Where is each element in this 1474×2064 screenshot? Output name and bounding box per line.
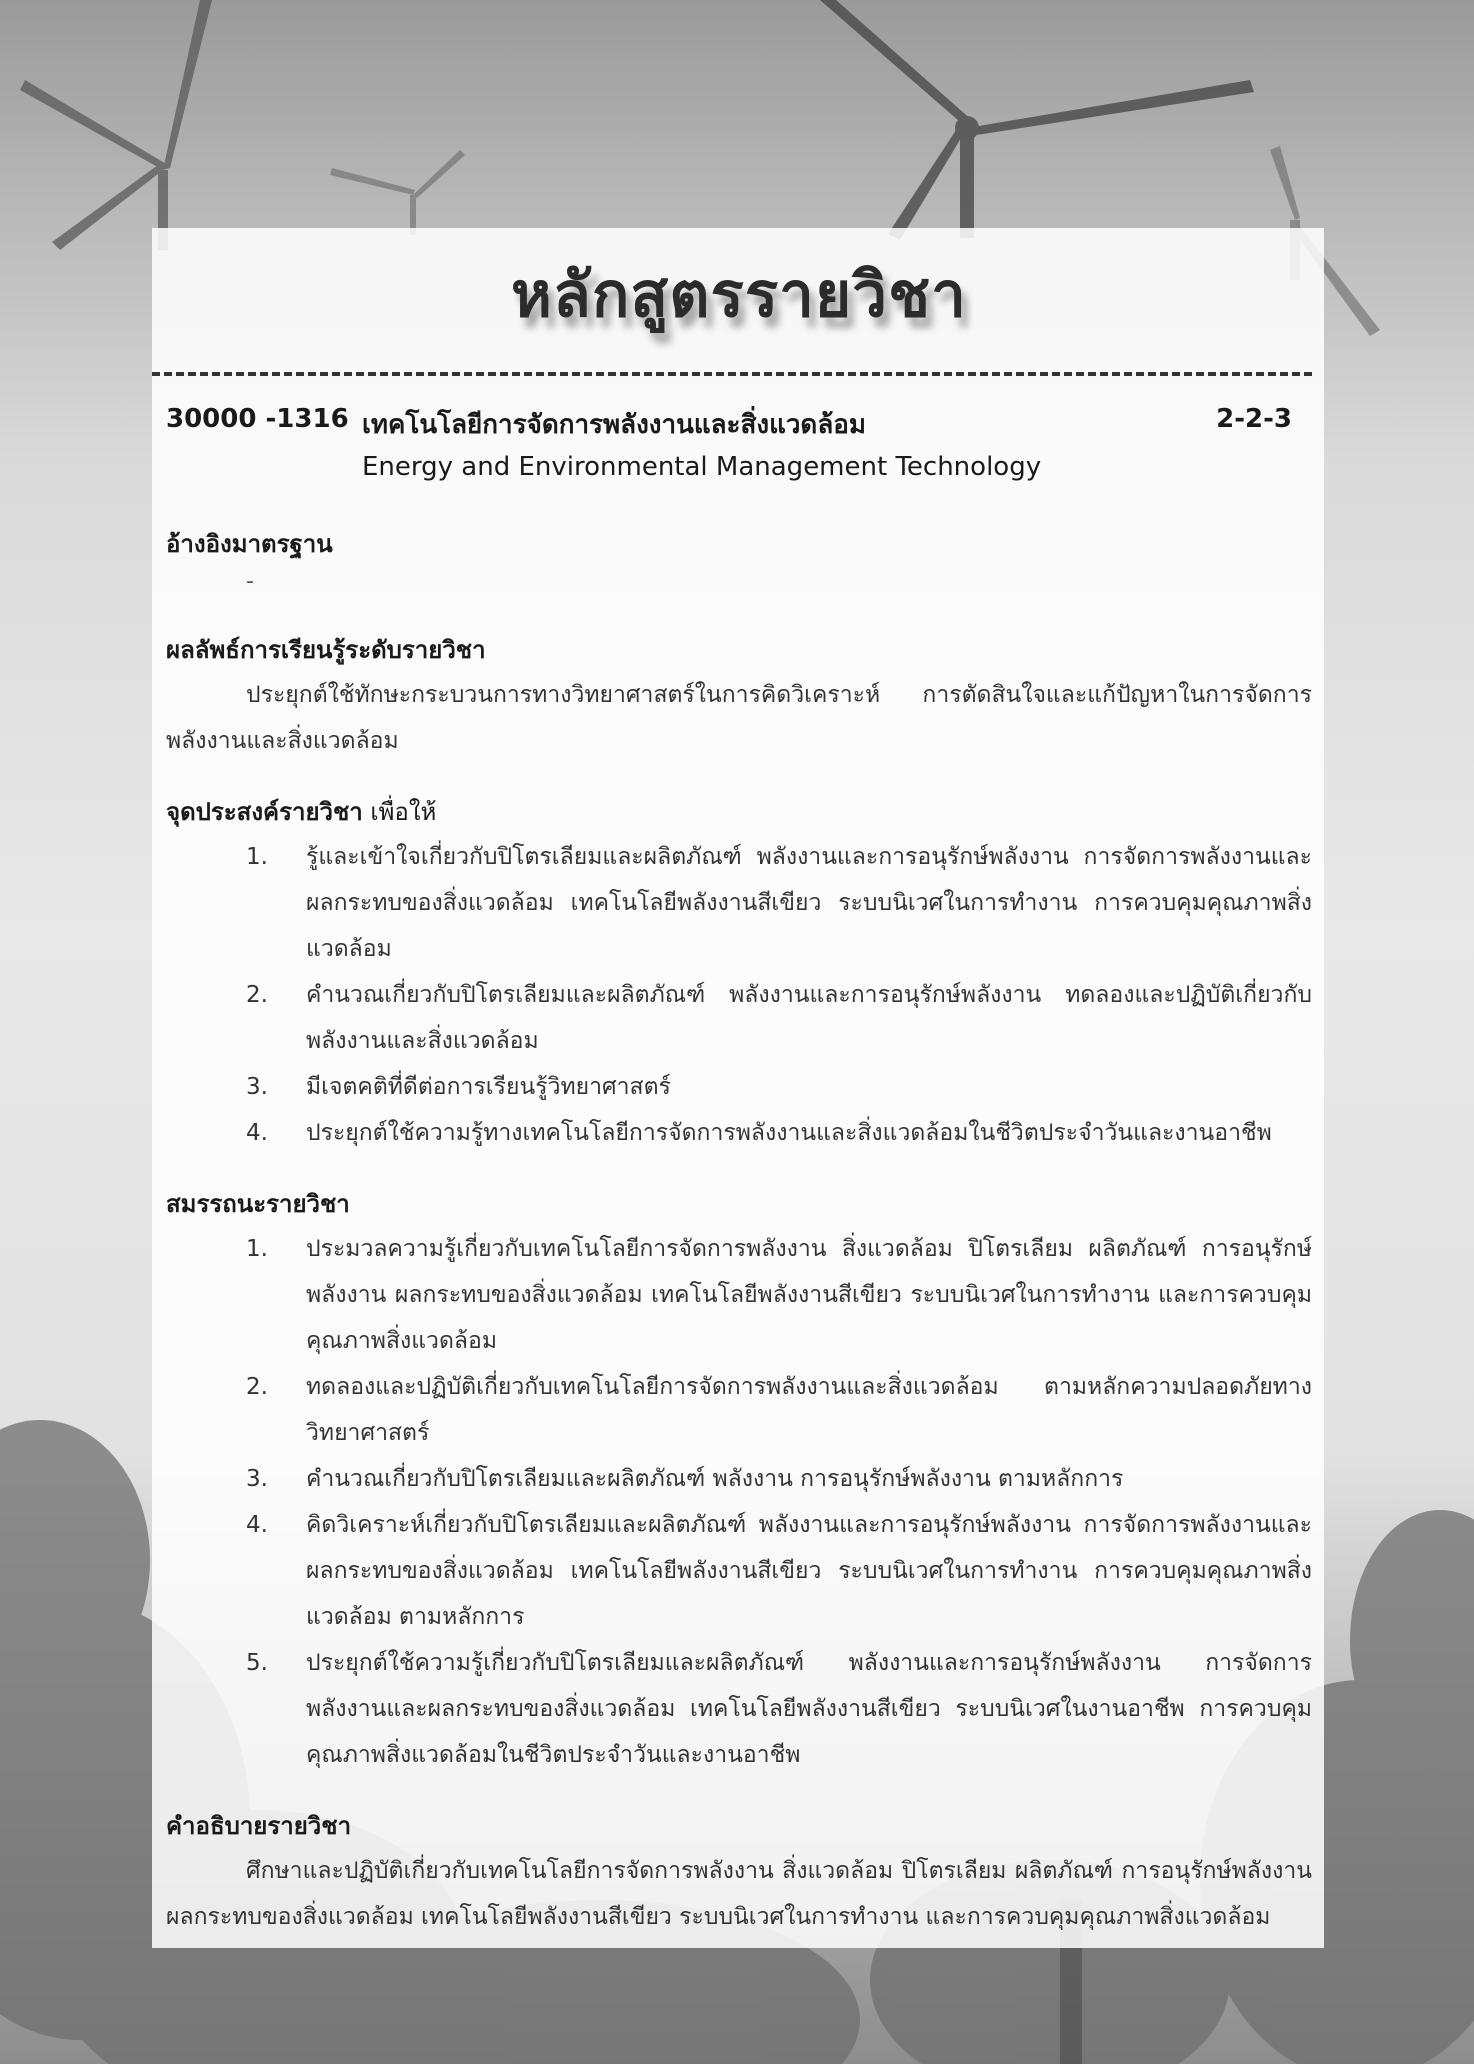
list-item [166,1364,1312,1456]
objectives-heading-suffix: เพื่อให้ [362,798,437,826]
list-item-number: 3. [246,1466,268,1492]
list-item [166,1502,1312,1640]
page-title: หลักสูตรรายวิชา [511,258,967,331]
list-item [166,1640,1312,1778]
objectives-list [166,834,1312,1156]
competencies-list [166,1226,1312,1778]
objectives-heading [166,794,1312,830]
list-item-number: 4. [246,1512,268,1538]
list-item [166,1064,1312,1110]
list-item-number: 4. [246,1120,268,1146]
list-item-text: ทดลองและปฏิบัติเกี่ยวกับเทคโนโลยีการจัดการพลังงานและสิ่งแวดล้อม ตามหลักความปลอดภัยทางวิทยาศาสตร์ [306,1374,1312,1446]
wind-turbine-center-icon [820,0,1254,240]
standard-heading: อ้างอิงมาตรฐาน [166,530,333,558]
outcome-heading: ผลลัพธ์การเรียนรู้ระดับรายวิชา [166,636,486,664]
course-document [166,228,1312,1940]
standard-value: - [246,569,254,594]
list-item-text: ประยุกต์ใช้ความรู้ทางเทคโนโลยีการจัดการพลังงานและสิ่งแวดล้อมในชีวิตประจำวันและงานอาชีพ [306,1120,1272,1146]
outcome-text: ประยุกต์ใช้ทักษะกระบวนการทางวิทยาศาสตร์ในการคิดวิเคราะห์ การตัดสินใจและแก้ปัญหาในการจัดการพลังงานและสิ่งแวดล้อม [166,682,1312,754]
list-item-text: คำนวณเกี่ยวกับปิโตรเลียมและผลิตภัณฑ์ พลังงานและการอนุรักษ์พลังงาน ทดลองและปฏิบัติเกี่ยวกับพลังงานและสิ่งแวดล้อม [306,982,1312,1054]
wind-turbine-left-icon [20,0,212,250]
course-header [166,404,1312,448]
list-item-text: ประมวลความรู้เกี่ยวกับเทคโนโลยีการจัดการพลังงาน สิ่งแวดล้อม ปิโตรเลียม ผลิตภัณฑ์ การอนุรักษ์พลังงาน ผลกระทบของสิ่งแวดล้อม เทคโนโลยีพลังงานสีเขียว ระบบนิเวศในการทำงาน และการควบคุมคุณภาพสิ่งแวดล้อม [306,1236,1312,1354]
competencies-heading: สมรรถนะรายวิชา [166,1190,350,1218]
list-item-number: 1. [246,1236,268,1262]
objectives-heading-label: จุดประสงค์รายวิชา [166,798,363,826]
list-item-text: คิดวิเคราะห์เกี่ยวกับปิโตรเลียมและผลิตภัณฑ์ พลังงานและการอนุรักษ์พลังงาน การจัดการพลังงานและผลกระทบของสิ่งแวดล้อม เทคโนโลยีพลังงานสีเขียว ระบบนิเวศในการทำงาน การควบคุมคุณภาพสิ่งแวดล้อม ตามหลักการ [306,1512,1312,1630]
description-text: ศึกษาและปฏิบัติเกี่ยวกับเทคโนโลยีการจัดการพลังงาน สิ่งแวดล้อม ปิโตรเลียม ผลิตภัณฑ์ การอนุรักษ์พลังงาน ผลกระทบของสิ่งแวดล้อม เทคโนโลยีพลังงานสีเขียว ระบบนิเวศในการทำงาน และการควบคุมคุณภาพสิ่งแวดล้อม [166,1858,1312,1930]
list-item [166,1110,1312,1156]
list-item-number: 2. [246,982,268,1008]
description-heading: คำอธิบายรายวิชา [166,1812,352,1840]
list-item-number: 5. [246,1650,268,1676]
list-item [166,972,1312,1064]
list-item-text: ประยุกต์ใช้ความรู้เกี่ยวกับปิโตรเลียมและผลิตภัณฑ์ พลังงานและการอนุรักษ์พลังงาน การจัดการพลังงานและผลกระทบของสิ่งแวดล้อม เทคโนโลยีพลังงานสีเขียว ระบบนิเวศในงานอาชีพ การควบคุมคุณภาพสิ่งแวดล้อมในชีวิตประจำวันและงานอาชีพ [306,1650,1312,1768]
course-name-thai: เทคโนโลยีการจัดการพลังงานและสิ่งแวดล้อม [362,410,867,440]
course-code: 30000 -1316 [166,404,349,434]
list-item [166,1456,1312,1502]
list-item-number: 3. [246,1074,268,1100]
list-item [166,834,1312,972]
list-item-number: 1. [246,844,268,870]
dashed-divider [152,372,1312,376]
list-item [166,1226,1312,1364]
wind-turbine-small-icon [330,150,465,235]
list-item-text: มีเจตคติที่ดีต่อการเรียนรู้วิทยาศาสตร์ [306,1074,671,1100]
list-item-text: คำนวณเกี่ยวกับปิโตรเลียมและผลิตภัณฑ์ พลังงาน การอนุรักษ์พลังงาน ตามหลักการ [306,1466,1124,1492]
list-item-text: รู้และเข้าใจเกี่ยวกับปิโตรเลียมและผลิตภัณฑ์ พลังงานและการอนุรักษ์พลังงาน การจัดการพลังงานและผลกระทบของสิ่งแวดล้อม เทคโนโลยีพลังงานสีเขียว ระบบนิเวศในการทำงาน การควบคุมคุณภาพสิ่งแวดล้อม [306,844,1312,962]
list-item-number: 2. [246,1374,268,1400]
course-credits: 2-2-3 [1216,404,1292,434]
course-name-english: Energy and Environmental Management Technology [362,452,1042,482]
